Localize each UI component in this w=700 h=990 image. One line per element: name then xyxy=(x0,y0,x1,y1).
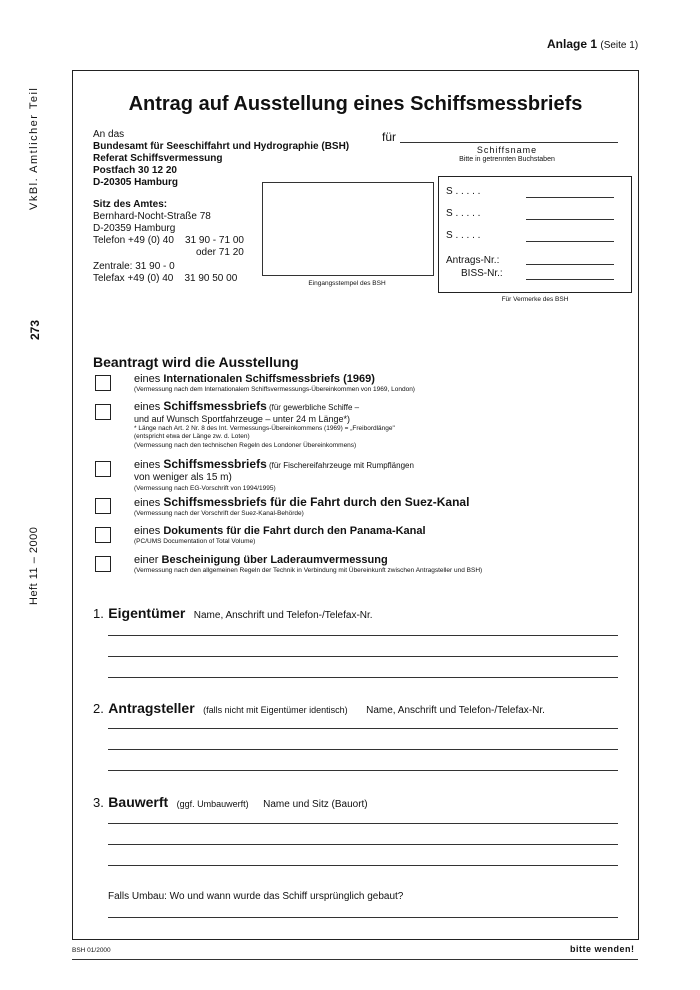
option-panama-title: Dokuments für die Fahrt durch den Panama-Kanal xyxy=(163,525,426,537)
option-commercial xyxy=(134,400,395,450)
bsh-s2-line[interactable] xyxy=(526,219,614,220)
applicant-line-3[interactable] xyxy=(108,770,618,771)
rebuild-question: Falls Umbau: Wo und wann wurde das Schiff ursprünglich gebaut? xyxy=(108,891,404,902)
option-commercial-title: Schiffsmessbriefs xyxy=(163,399,267,413)
section-shipyard-desc: Name und Sitz (Bauort) xyxy=(263,799,368,810)
option-suez-pre: eines xyxy=(134,497,164,509)
option-intl xyxy=(134,373,415,394)
option-panama-pre: eines xyxy=(134,525,164,537)
option-intl-title: Internationalen Schiffsmessbriefs (1969) xyxy=(163,373,375,385)
office-street: Bernhard-Nocht-Straße 78 xyxy=(93,211,211,222)
bsh-biss: BISS-Nr.: xyxy=(461,268,503,279)
ship-name-hint: Bitte in getrennten Buchstaben xyxy=(459,156,555,163)
anlage-label: Anlage 1 xyxy=(547,37,598,51)
section-owner-heading xyxy=(93,605,373,623)
section-applicant-sub: (falls nicht mit Eigentümer identisch) xyxy=(203,705,348,715)
office-city: D-20359 Hamburg xyxy=(93,223,176,234)
option-fishing-post: (für Fischereifahrzeuge mit Rumpflängen xyxy=(266,461,414,470)
option-commercial-pre: eines xyxy=(134,401,164,413)
option-commercial-note3: (Vermessung nach den technischen Regeln des Londoner Übereinkommens) xyxy=(134,442,357,449)
footer-code: BSH 01/2000 xyxy=(72,947,111,954)
journal-label: VkBl. Amtlicher Teil xyxy=(28,86,40,210)
section-applicant-desc: Name, Anschrift und Telefon-/Telefax-Nr. xyxy=(366,705,545,716)
bsh-antrag-line[interactable] xyxy=(526,264,614,265)
bsh-s3-line[interactable] xyxy=(526,241,614,242)
shipyard-line-1[interactable] xyxy=(108,823,618,824)
option-checkbox-commercial[interactable] xyxy=(95,404,111,420)
section-applicant-heading xyxy=(93,700,545,718)
ship-name-line[interactable] xyxy=(400,142,618,143)
owner-line-2[interactable] xyxy=(108,656,618,657)
option-fishing-title: Schiffsmessbriefs xyxy=(163,457,267,471)
address-line1: Bundesamt für Seeschiffahrt und Hydrographie (BSH) xyxy=(93,141,350,152)
section-owner-title: Eigentümer xyxy=(108,605,186,621)
section-shipyard-sub: (ggf. Umbauwerft) xyxy=(176,799,249,809)
option-cargo-title: Bescheinigung über Laderaumvermessung xyxy=(161,554,388,566)
option-suez-note: (Vermessung nach der Vorschrift der Suez-Kanal-Behörde) xyxy=(134,510,304,517)
option-commercial-line2: und auf Wunsch Sportfahrzeuge – unter 24 m Länge*) xyxy=(134,414,350,424)
option-suez-title: Schiffsmessbriefs für die Fahrt durch den Suez-Kanal xyxy=(163,495,470,509)
section-owner-num: 1. xyxy=(93,606,104,621)
section-applicant-num: 2. xyxy=(93,701,104,716)
footer-turn: bitte wenden! xyxy=(570,944,635,954)
option-commercial-note: * Länge nach Art. 2 Nr. 8 des Int. Vermessungs-Übereinkommens (1969) = „Freibordlänge" xyxy=(134,425,395,432)
bsh-s2: S . . . . . xyxy=(446,208,481,219)
option-checkbox-intl[interactable] xyxy=(95,375,111,391)
option-cargo xyxy=(134,554,482,575)
bsh-s1-line[interactable] xyxy=(526,197,614,198)
bsh-s3: S . . . . . xyxy=(446,230,481,241)
option-cargo-note: (Vermessung nach den allgemeinen Regeln der Technik in Verbindung mit Übereinkunft zwischen Antragsteller und BSH) xyxy=(134,567,483,574)
form-title: Antrag auf Ausstellung eines Schiffsmessbriefs xyxy=(128,93,583,115)
shipyard-line-2[interactable] xyxy=(108,844,618,845)
applicant-line-1[interactable] xyxy=(108,728,618,729)
option-intl-note: (Vermessung nach dem Internationalem Schiffsvermessungs-Übereinkommen von 1969, London) xyxy=(134,386,415,393)
address-line2: Referat Schiffsvermessung xyxy=(93,153,223,164)
option-intl-pre: eines xyxy=(134,373,164,385)
option-checkbox-panama[interactable] xyxy=(95,527,111,543)
request-heading: Beantragt wird die Ausstellung xyxy=(93,354,299,370)
option-fishing-note: (Vermessung nach EG-Vorschrift von 1994/1995) xyxy=(134,485,276,492)
page-number: 273 xyxy=(28,319,42,340)
anlage-page: (Seite 1) xyxy=(600,40,639,51)
option-checkbox-suez[interactable] xyxy=(95,498,111,514)
option-panama xyxy=(134,525,426,546)
option-checkbox-cargo[interactable] xyxy=(95,556,111,572)
section-shipyard-title: Bauwerft xyxy=(108,794,169,810)
option-checkbox-fishing[interactable] xyxy=(95,461,111,477)
address-to: An das xyxy=(93,129,125,140)
bsh-s1: S . . . . . xyxy=(446,186,481,197)
issue-label: Heft 11 – 2000 xyxy=(28,526,40,605)
anlage-header xyxy=(547,37,638,51)
office-phone: Telefon +49 (0) 40 31 90 - 71 00 xyxy=(93,235,244,246)
option-cargo-pre: einer xyxy=(134,554,162,566)
option-suez xyxy=(134,496,469,518)
ship-fuer: für xyxy=(382,130,397,144)
stamp-box xyxy=(262,182,434,276)
bsh-biss-line[interactable] xyxy=(526,279,614,280)
shipyard-line-3[interactable] xyxy=(108,865,618,866)
bsh-antrag: Antrags-Nr.: xyxy=(446,255,500,266)
address-line3: Postfach 30 12 20 xyxy=(93,165,177,176)
option-fishing-line2: von weniger als 15 m) xyxy=(134,472,232,483)
section-owner-desc: Name, Anschrift und Telefon-/Telefax-Nr. xyxy=(193,610,373,621)
address-block xyxy=(93,129,349,189)
address-line4: D-20305 Hamburg xyxy=(93,177,179,188)
section-shipyard-heading xyxy=(93,794,368,812)
rebuild-line[interactable] xyxy=(108,917,618,918)
option-fishing-pre: eines xyxy=(134,459,164,471)
office-central: Zentrale: 31 90 - 0 xyxy=(93,261,175,272)
stamp-caption: Eingangsstempel des BSH xyxy=(308,280,386,287)
owner-line-3[interactable] xyxy=(108,677,618,678)
ship-name-label: Schiffsname xyxy=(476,145,538,155)
option-commercial-note2: (entspricht etwa der Länge zw. d. Loten) xyxy=(134,433,250,440)
office-block xyxy=(93,199,244,285)
option-fishing xyxy=(134,458,414,493)
office-heading: Sitz des Amtes: xyxy=(93,199,168,210)
office-phone-alt: oder 71 20 xyxy=(196,247,244,258)
section-applicant-title: Antragsteller xyxy=(108,700,195,716)
section-shipyard-num: 3. xyxy=(93,795,104,810)
office-fax: Telefax +49 (0) 40 31 90 50 00 xyxy=(93,273,238,284)
option-panama-note: (PC/UMS Documentation of Total Volume) xyxy=(134,538,256,545)
option-commercial-post: (für gewerbliche Schiffe – xyxy=(266,403,360,412)
bsh-caption: Für Vermerke des BSH xyxy=(501,296,569,303)
footer-rule xyxy=(72,959,638,960)
applicant-line-2[interactable] xyxy=(108,749,618,750)
owner-line-1[interactable] xyxy=(108,635,618,636)
